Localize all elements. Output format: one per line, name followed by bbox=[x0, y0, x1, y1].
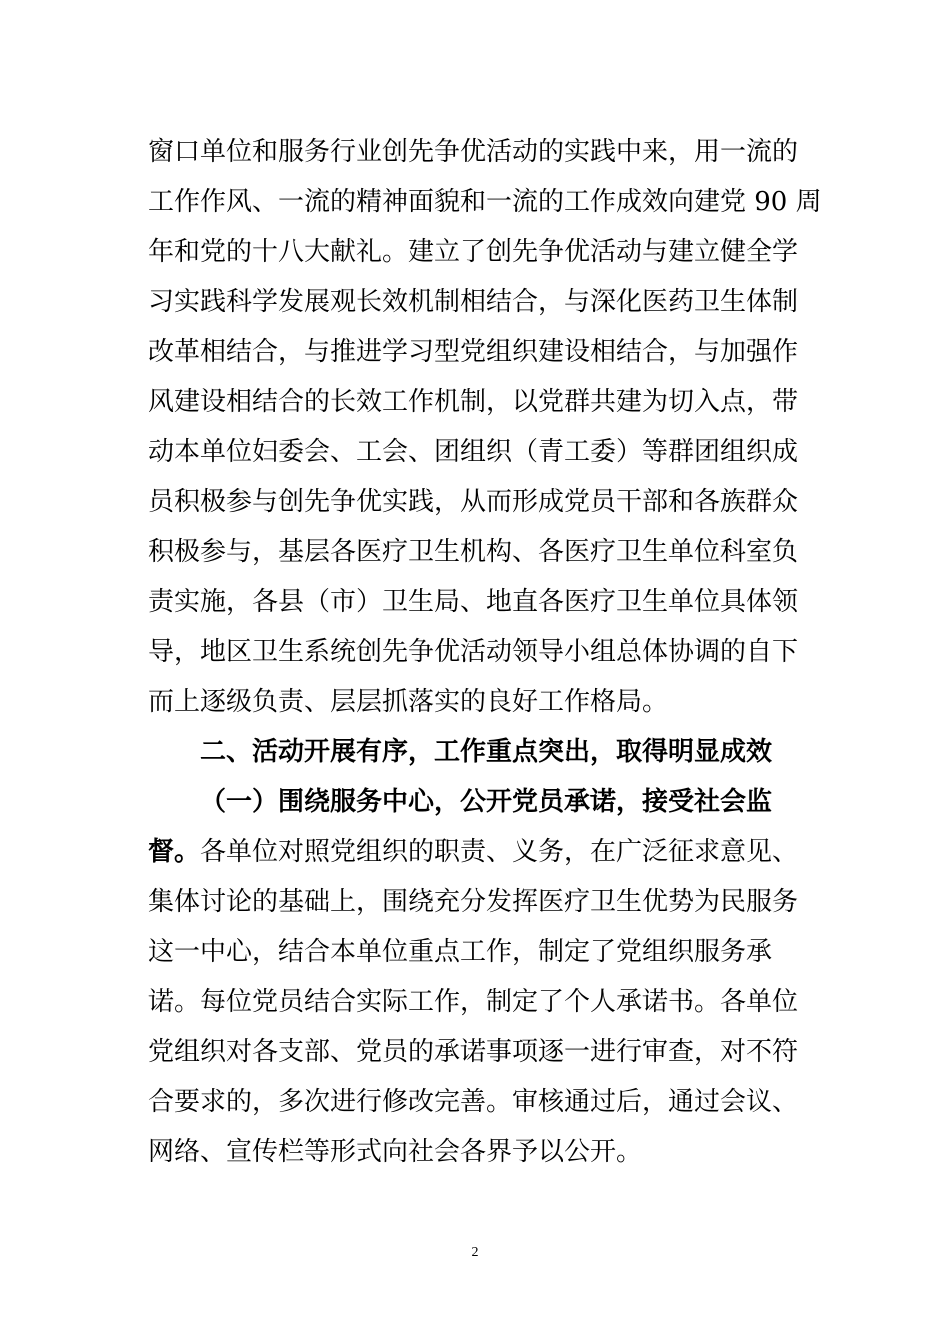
subheading-end: 督。 bbox=[148, 837, 201, 867]
page-number: 2 bbox=[471, 1245, 479, 1260]
